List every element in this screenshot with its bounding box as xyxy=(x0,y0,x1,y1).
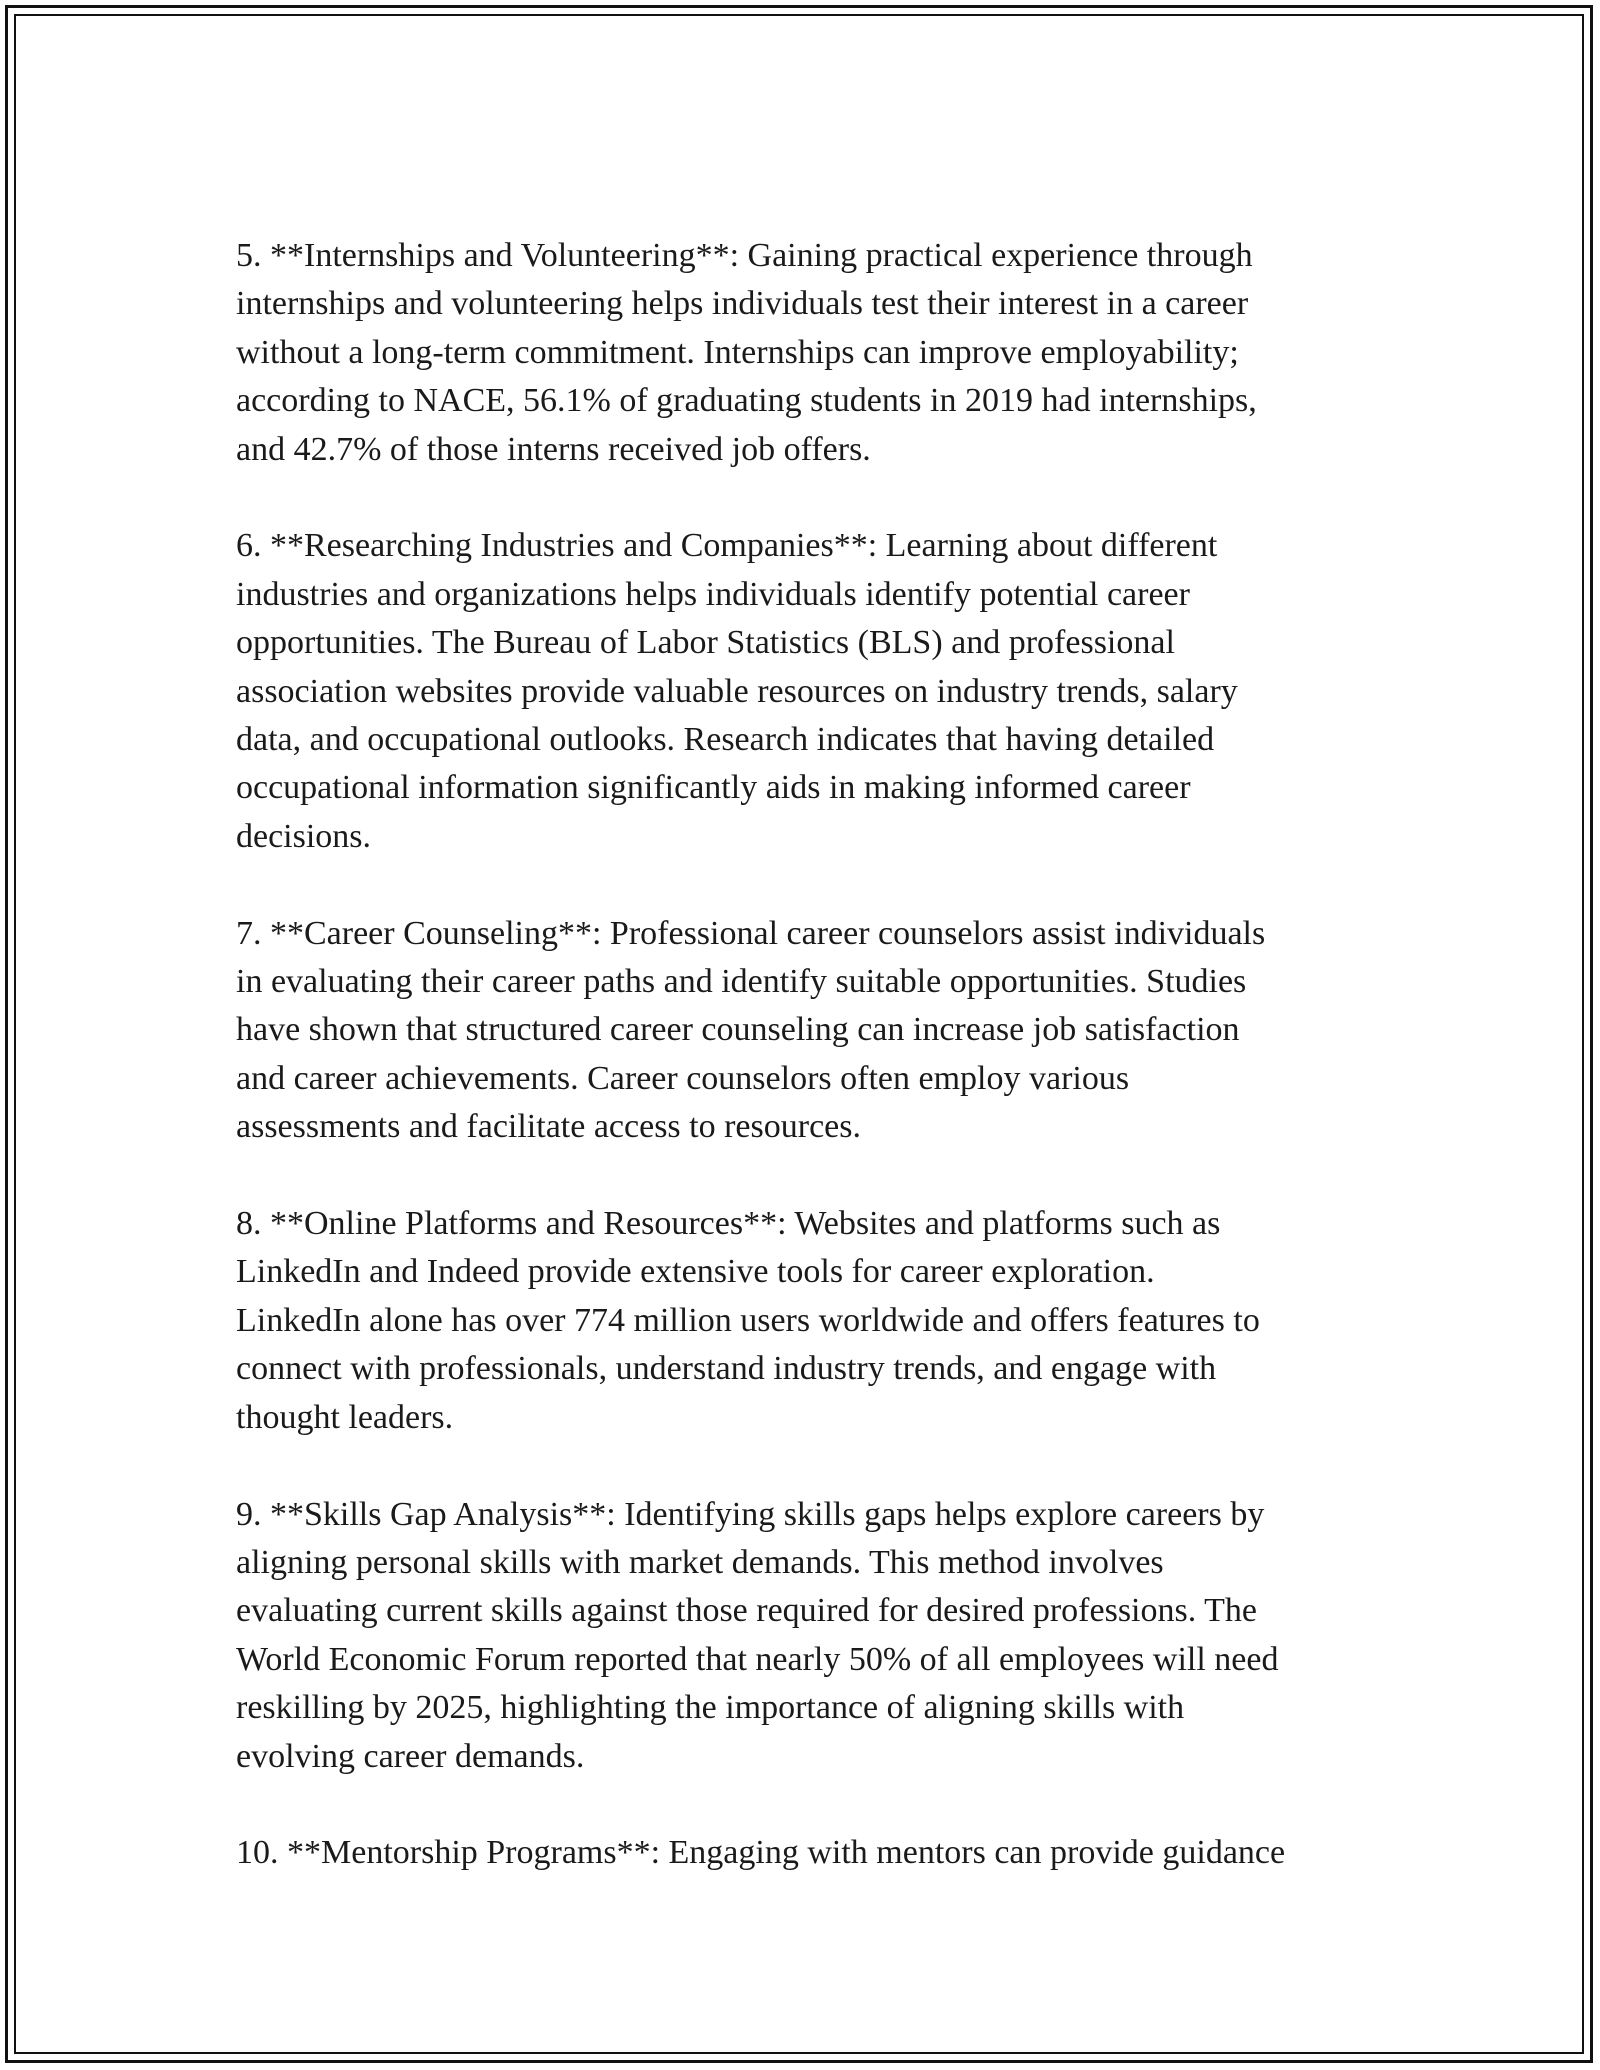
paragraph-item-5 xyxy=(236,232,1386,474)
text-line: according to NACE, 56.1% of graduating students in 2019 had internships, xyxy=(236,382,1257,420)
text-line: LinkedIn and Indeed provide extensive tools for career exploration. xyxy=(236,1253,1155,1291)
paragraph-item-9 xyxy=(236,1491,1386,1781)
text-line: LinkedIn alone has over 774 million users worldwide and offers features to xyxy=(236,1301,1260,1339)
text-line: without a long-term commitment. Internships can improve employability; xyxy=(236,333,1239,371)
paragraph-item-8 xyxy=(236,1200,1386,1442)
text-line: industries and organizations helps individuals identify potential career xyxy=(236,575,1190,613)
text-line: decisions. xyxy=(236,817,372,855)
text-line: and 42.7% of those interns received job offers. xyxy=(236,430,871,468)
text-line: 9. **Skills Gap Analysis**: Identifying skills gaps helps explore careers by xyxy=(236,1495,1265,1533)
text-line: 6. **Researching Industries and Companies**: Learning about different xyxy=(236,527,1218,565)
document-body xyxy=(236,232,1386,1926)
text-line: World Economic Forum reported that nearly 50% of all employees will need xyxy=(236,1640,1279,1678)
text-line: 5. **Internships and Volunteering**: Gaining practical experience through xyxy=(236,237,1253,274)
text-line: connect with professionals, understand industry trends, and engage with xyxy=(236,1350,1217,1388)
text-line: internships and volunteering helps individuals test their interest in a career xyxy=(236,285,1249,323)
text-line: thought leaders. xyxy=(236,1398,454,1436)
text-line: and career achievements. Career counselors often employ various xyxy=(236,1059,1130,1097)
text-line: assessments and facilitate access to resources. xyxy=(236,1108,861,1146)
text-line: opportunities. The Bureau of Labor Statistics (BLS) and professional xyxy=(236,624,1175,662)
paragraph-item-6 xyxy=(236,522,1386,861)
text-line: data, and occupational outlooks. Research indicates that having detailed xyxy=(236,721,1215,759)
text-line: occupational information significantly aids in making informed career xyxy=(236,769,1191,807)
paragraph-item-10 xyxy=(236,1829,1386,1877)
text-line: association websites provide valuable resources on industry trends, salary xyxy=(236,672,1238,710)
text-line: aligning personal skills with market demands. This method involves xyxy=(236,1543,1164,1581)
text-line: in evaluating their career paths and identify suitable opportunities. Studies xyxy=(236,963,1247,1001)
paragraph-item-7 xyxy=(236,910,1386,1152)
text-line: reskilling by 2025, highlighting the importance of aligning skills with xyxy=(236,1689,1185,1727)
text-line: 8. **Online Platforms and Resources**: Websites and platforms such as xyxy=(236,1205,1221,1243)
text-line: 10. **Mentorship Programs**: Engaging with mentors can provide guidance xyxy=(236,1834,1286,1872)
text-line: have shown that structured career counseling can increase job satisfaction xyxy=(236,1011,1240,1049)
text-line: evaluating current skills against those required for desired professions. The xyxy=(236,1592,1257,1630)
text-line: evolving career demands. xyxy=(236,1737,585,1775)
text-line: 7. **Career Counseling**: Professional career counselors assist individuals xyxy=(236,914,1266,952)
